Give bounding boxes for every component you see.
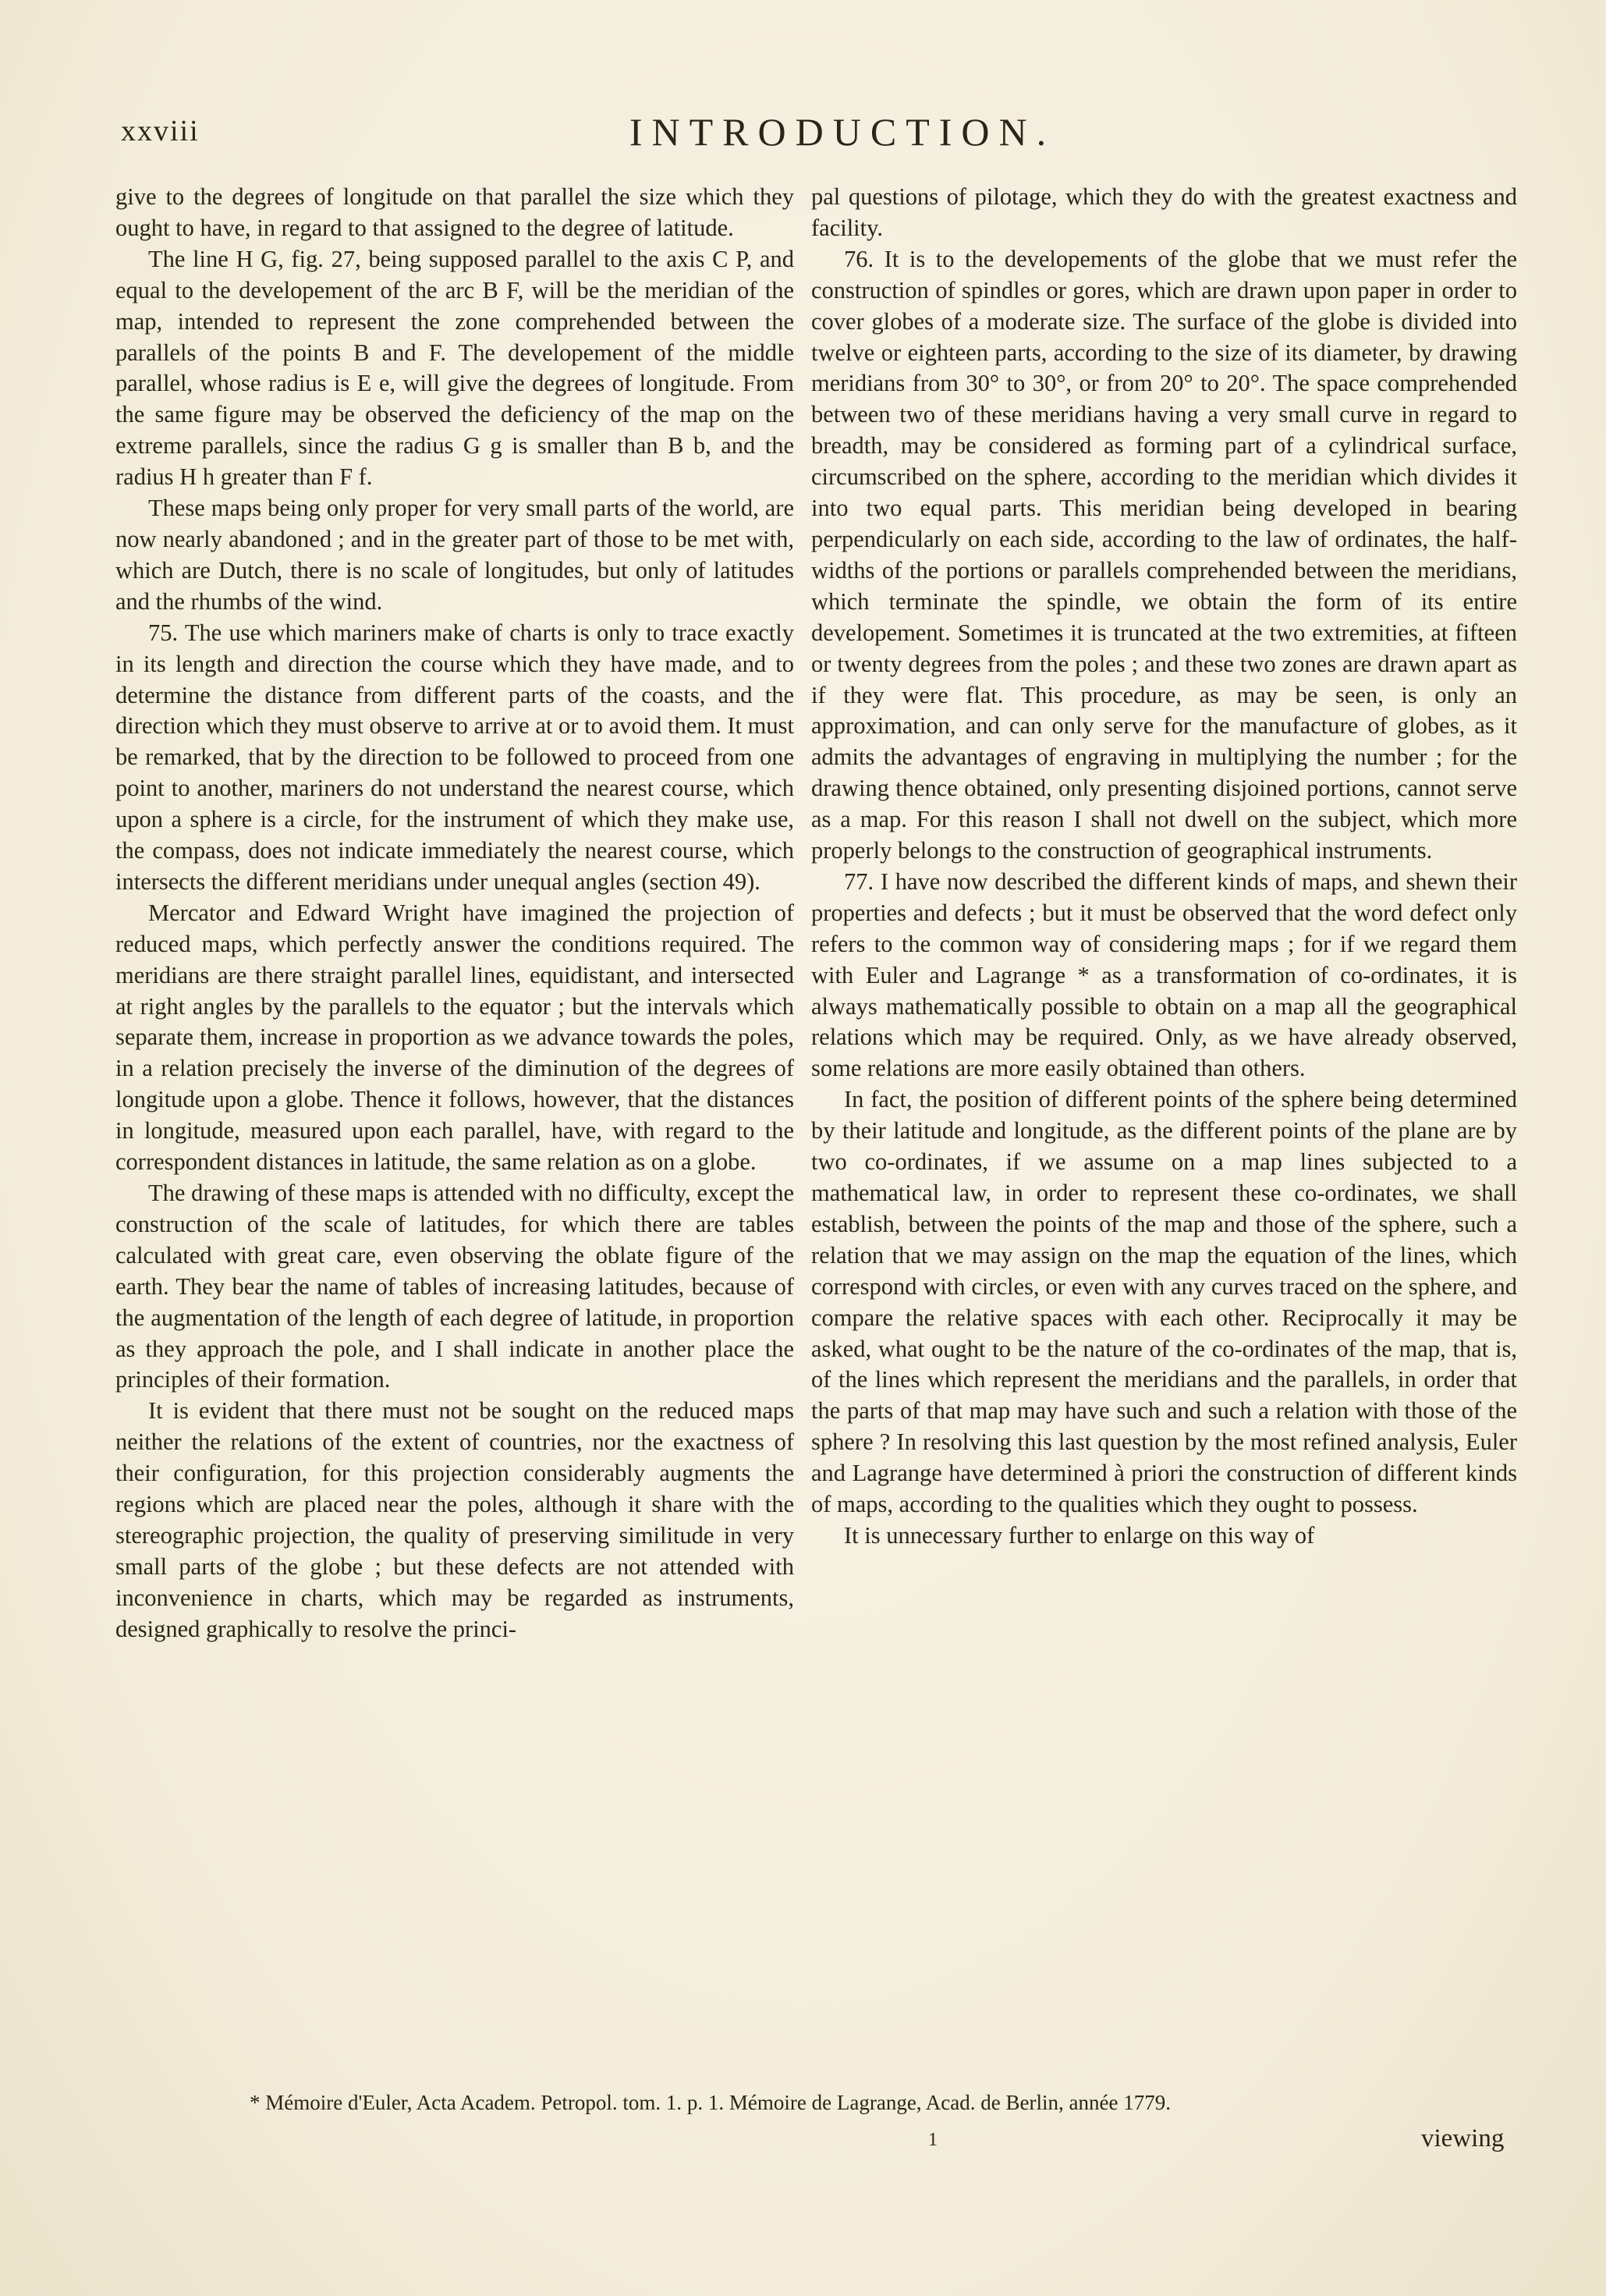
footnote: * Mémoire d'Euler, Acta Academ. Petropol. tom. 1. p. 1. Mémoire de Lagrange, Acad. de Berlin, année 1779. — [250, 2091, 1171, 2114]
paragraph: The drawing of these maps is attended with no difficulty, except the construction of the scale of latitudes, for which there are tables calculated with great care, even observing the oblate figure of the earth. They bear the name of tables of increasing latitudes, because of the augmentation of the length of each degree of latitude, in proportion as they approach the pole, and I shall indicate in another place the principles of their formation. — [115, 1180, 794, 1393]
running-head: INTRODUCTION. — [629, 110, 1056, 154]
paragraph: Mercator and Edward Wright have imagined the projection of reduced maps, which perfectly answer the conditions required. The meridians are there straight parallel lines, equidistant, and intersected at right angles by the parallels to the equator ; but the intervals which separate them, increase in proportion as we advance towards the poles, in a relation precisely the inverse of the diminution of the degrees of longitude upon a globe. Thence it follows, however, that the distances in longitude, measured upon each parallel, have, with regard to the correspondent distances in latitude, the same relation as on a globe. — [115, 899, 794, 1176]
signature-mark: 1 — [928, 2130, 938, 2150]
catchword: viewing — [1421, 2124, 1505, 2152]
paragraph: In fact, the position of different points of the sphere being determined by their latitude and longitude, as the different points of the plane are by two co-ordinates, if we assume on a map lines subjected to a mathematical law, in order to represent these co-ordinates, we shall establish, between the points of the map and those of the sphere, such a relation that we may assign on the map the equation of the lines, which correspond with circles, or even with any curves traced on the sphere, and compare the relative spaces with each other. Reciprocally it may be asked, what ought to be the nature of the co-ordinates of the map, that is, of the lines which represent the meridians and the parallels, in order that the parts of that map may have such and such a relation with those of the sphere ? In resolving this last question by the most refined analysis, Euler and Lagrange have determined à priori the construction of different kinds of maps, according to the qualities which they ought to possess. — [811, 1086, 1517, 1518]
paragraph: It is unnecessary further to enlarge on this way of — [844, 1521, 1315, 1549]
paragraph: pal questions of pilotage, which they do with the greatest exactness and facility. — [811, 183, 1517, 241]
right-column — [811, 182, 1517, 1552]
paragraph: give to the degrees of longitude on that parallel the size which they ought to have, in regard to that assigned to the degree of latitude. — [115, 183, 794, 241]
paragraph: It is evident that there must not be sought on the reduced maps neither the relations of the extent of countries, nor the exactness of their configuration, for this projection considerably augments the regions which are placed near the poles, although it share with the stereographic projection, the quality of preserving similitude in very small parts of the globe ; but these defects are not attended with inconvenience in charts, which may be regarded as instruments, designed graphically to resolve the princi- — [115, 1397, 794, 1642]
page-number: xxviii — [121, 115, 200, 147]
paragraph: These maps being only proper for very small parts of the world, are now nearly abandoned ; and in the greater part of those to be met with, which are Dutch, there is no scale of longitudes, but only of latitudes and the rhumbs of the wind. — [115, 495, 794, 615]
paragraph: 75. The use which mariners make of charts is only to trace exactly in its length and direction the course which they have made, and to determine the distance from different parts of the coasts, and the direction which they must observe to arrive at or to avoid them. It must be remarked, that by the direction to be followed to proceed from one point to another, mariners do not understand the nearest course, which upon a sphere is a circle, for the instrument of which they make use, the compass, does not indicate immediately the nearest course, which intersects the different meridians under unequal angles (section 49). — [115, 619, 794, 895]
paragraph: 76. It is to the developements of the globe that we must refer the construction of spindles or gores, which are drawn upon paper in order to cover globes of a moderate size. The surface of the globe is divided into twelve or eighteen parts, according to the size of its diameter, by drawing meridians from 30° to 30°, or from 20° to 20°. The space comprehended between two of these meridians having a very small curve in regard to breadth, may be considered as forming part of a cylindrical surface, circumscribed on the sphere, according to the meridian which divides it into two equal parts. This meridian being developed in bearing perpendicularly on each side, according to the law of ordinates, the half-widths of the portions or parallels comprehended between the meridians, which terminate the spindle, we obtain the form of its entire developement. Sometimes it is truncated at the two extremities, at fifteen or twenty degrees from the poles ; and these two zones are drawn apart as if they were flat. This procedure, as may be seen, is only an approximation, and can only serve for the manufacture of globes, as it admits the advantages of engraving in multiplying the number ; for the drawing thence obtained, only presenting disjoined portions, cannot serve as a map. For this reason I shall not dwell on the subject, which more properly belongs to the construction of geographical instruments. — [811, 245, 1517, 864]
paragraph: 77. I have now described the different kinds of maps, and shewn their properties and defects ; but it must be observed that the word defect only refers to the common way of considering maps ; for if we regard them with Euler and Lagrange * as a transformation of co-ordinates, it is always mathematically possible to obtain on a map all the geographical relations which may be required. Only, as we have already observed, some relations are more easily obtained than others. — [811, 868, 1517, 1082]
paragraph: The line H G, fig. 27, being supposed parallel to the axis C P, and equal to the developement of the arc B F, will be the meridian of the map, intended to represent the zone comprehended between the parallels of the points B and F. The developement of the middle parallel, whose radius is E e, will give the degrees of longitude. From the same figure may be observed the deficiency of the map on the extreme parallels, since the radius G g is smaller than B b, and the radius H h greater than F f. — [115, 245, 794, 491]
page-header — [121, 109, 1517, 156]
left-column — [115, 182, 794, 1645]
